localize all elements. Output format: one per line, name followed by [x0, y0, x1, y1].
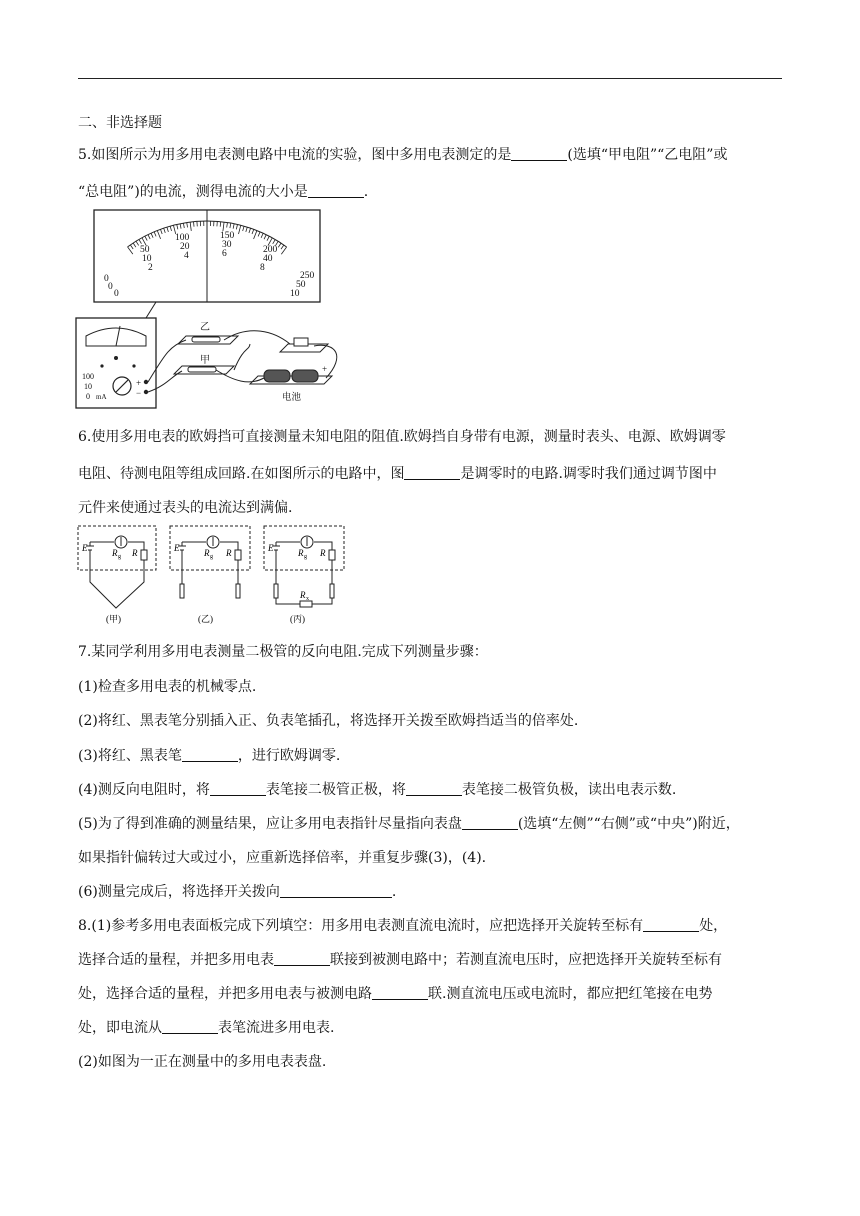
q7-step-6: (6)测量完成后，将选择开关拨向 . [78, 884, 397, 900]
dial-label: 100 [175, 233, 190, 243]
dial-tick [220, 222, 221, 227]
resistor-yi [192, 337, 220, 342]
unit-label: mA [96, 393, 107, 401]
battery-cell [264, 370, 290, 382]
range-label: 100 [82, 372, 94, 381]
switch [294, 338, 308, 346]
label-rg-sub: g [118, 554, 121, 560]
terminal-plus [144, 380, 148, 384]
q6-circuit-figure [74, 522, 360, 630]
answer-blank[interactable] [274, 950, 330, 966]
dial-label: 4 [184, 251, 189, 261]
range-label: 10 [84, 382, 92, 391]
label-rg-sub: g [304, 554, 307, 560]
q7-step-4: (4)测反向电阻时，将 表笔接二极管正极，将 表笔接二极管负极，读出电表示数. [78, 782, 677, 798]
indicator-dot [100, 364, 103, 367]
circuit-yi [170, 526, 250, 624]
answer-blank[interactable] [182, 746, 238, 762]
dial-label: 0 [108, 282, 113, 292]
answer-blank[interactable] [406, 780, 462, 796]
q6-line-2: 电阻、待测电阻等组成回路.在如图所示的电路中，图 是调零时的电路.调零时我们通过调节图中 [78, 466, 717, 482]
label-rx-sub: x [306, 596, 309, 602]
battery-label: 电池 [282, 393, 302, 403]
label-r: R [226, 548, 232, 558]
dial-label: 200 [263, 245, 278, 255]
dial-label: 6 [222, 249, 227, 259]
range-label: 0 [86, 392, 90, 401]
q5-line-1: 5.如图所示为用多用电表测电路中电流的实验，图中多用电表测定的是 (选填“甲电阻”“乙电阻”或 [78, 147, 728, 163]
dial-label: 30 [222, 240, 232, 250]
q7-step-3: (3)将红、黑表笔 ，进行欧姆调零. [78, 748, 341, 764]
label-yi: 乙 [200, 322, 210, 333]
label-r: R [320, 548, 326, 558]
q8-line-3: 处，选择合适的量程，并把多用电表与被测电路 联.测直流电压或电流时，都应把红笔接在电势 [78, 986, 713, 1002]
header-rule [78, 78, 782, 79]
dial-label: 150 [220, 231, 235, 241]
q8-line-1: 8.(1)参考多用电表面板完成下列填空：用多用电表测直流电流时，应把选择开关旋转至标有 处， [78, 918, 728, 934]
indicator-dot [132, 364, 135, 367]
label-rg: R [298, 548, 304, 558]
resistor-jia [188, 367, 216, 372]
battery-plus: + [322, 364, 328, 374]
dial-label: 40 [263, 254, 273, 264]
zero-knob [114, 356, 118, 360]
plus-label: + [136, 378, 142, 388]
q5-line-2: “总电阻”)的电流，测得电流的大小是 . [78, 184, 369, 200]
answer-blank[interactable] [280, 882, 392, 898]
circuit-bing [264, 526, 344, 624]
label-r: R [132, 548, 138, 558]
q6-line-1: 6.使用多用电表的欧姆挡可直接测量未知电阻的阻值.欧姆挡自身带有电源，测量时表头、电源、欧姆调零 [78, 429, 726, 445]
caption-yi: (乙) [198, 614, 213, 624]
q8-line-4: 处，即电流从 表笔流进多用电表. [78, 1020, 335, 1036]
q6-line-3: 元件来使通过表头的电流达到满偏. [78, 500, 293, 516]
q8-line-5: (2)如图为一正在测量中的多用电表表盘. [78, 1054, 327, 1070]
battery-cell [292, 370, 318, 382]
q7-intro: 7.某同学利用多用电表测量二极管的反向电阻.完成下列测量步骤： [78, 644, 488, 660]
label-rg-sub: g [210, 554, 213, 560]
dial-label: 50 [140, 245, 150, 255]
label-rg: R [112, 548, 118, 558]
q8-line-2: 选择合适的量程，并把多用电表 联接到被测电路中；若测直流电压时，应把选择开关旋转至标有 [78, 952, 722, 968]
dial-label: 20 [180, 242, 190, 252]
caption-jia: (甲) [106, 614, 121, 624]
terminal-minus [144, 390, 148, 394]
answer-blank[interactable] [511, 145, 567, 161]
q5-multimeter-figure [74, 206, 354, 412]
dial-label: 0 [104, 274, 109, 284]
answer-blank[interactable] [210, 780, 266, 796]
battery-base [250, 376, 332, 384]
dial-label: 0 [114, 289, 119, 299]
q7-step-1: (1)检查多用电表的机械零点. [78, 679, 257, 695]
answer-blank[interactable] [308, 182, 364, 198]
answer-blank[interactable] [462, 814, 518, 830]
label-rg: R [204, 548, 210, 558]
label-e: E [268, 543, 274, 553]
dial-label: 10 [142, 254, 152, 264]
label-rx: R [300, 590, 306, 600]
answer-blank[interactable] [404, 464, 460, 480]
q7-step-5-cont: 如果指针偏转过大或过小，应重新选择倍率，并重复步骤(3)，(4). [78, 850, 487, 866]
q7-step-2: (2)将红、黑表笔分别插入正、负表笔插孔，将选择开关拨至欧姆挡适当的倍率处. [78, 713, 579, 729]
dial-label: 2 [148, 263, 153, 273]
label-jia: 甲 [200, 355, 210, 366]
q7-step-5: (5)为了得到准确的测量结果，应让多用电表指针尽量指向表盘 (选填“左侧”“右侧”或“中央”)附近， [78, 816, 740, 832]
dial-label: 50 [296, 280, 306, 290]
section-title: 二、非选择题 [78, 115, 162, 131]
answer-blank[interactable] [372, 984, 428, 1000]
label-e: E [174, 543, 180, 553]
caption-bing: (丙) [290, 614, 305, 624]
answer-blank[interactable] [643, 916, 699, 932]
dial-label: 8 [260, 263, 265, 273]
dial-label: 250 [300, 271, 315, 281]
label-e: E [82, 543, 88, 553]
answer-blank[interactable] [162, 1018, 218, 1034]
dial-label: 10 [290, 289, 300, 299]
circuit-jia [78, 526, 156, 624]
minus-label: − [136, 388, 142, 398]
